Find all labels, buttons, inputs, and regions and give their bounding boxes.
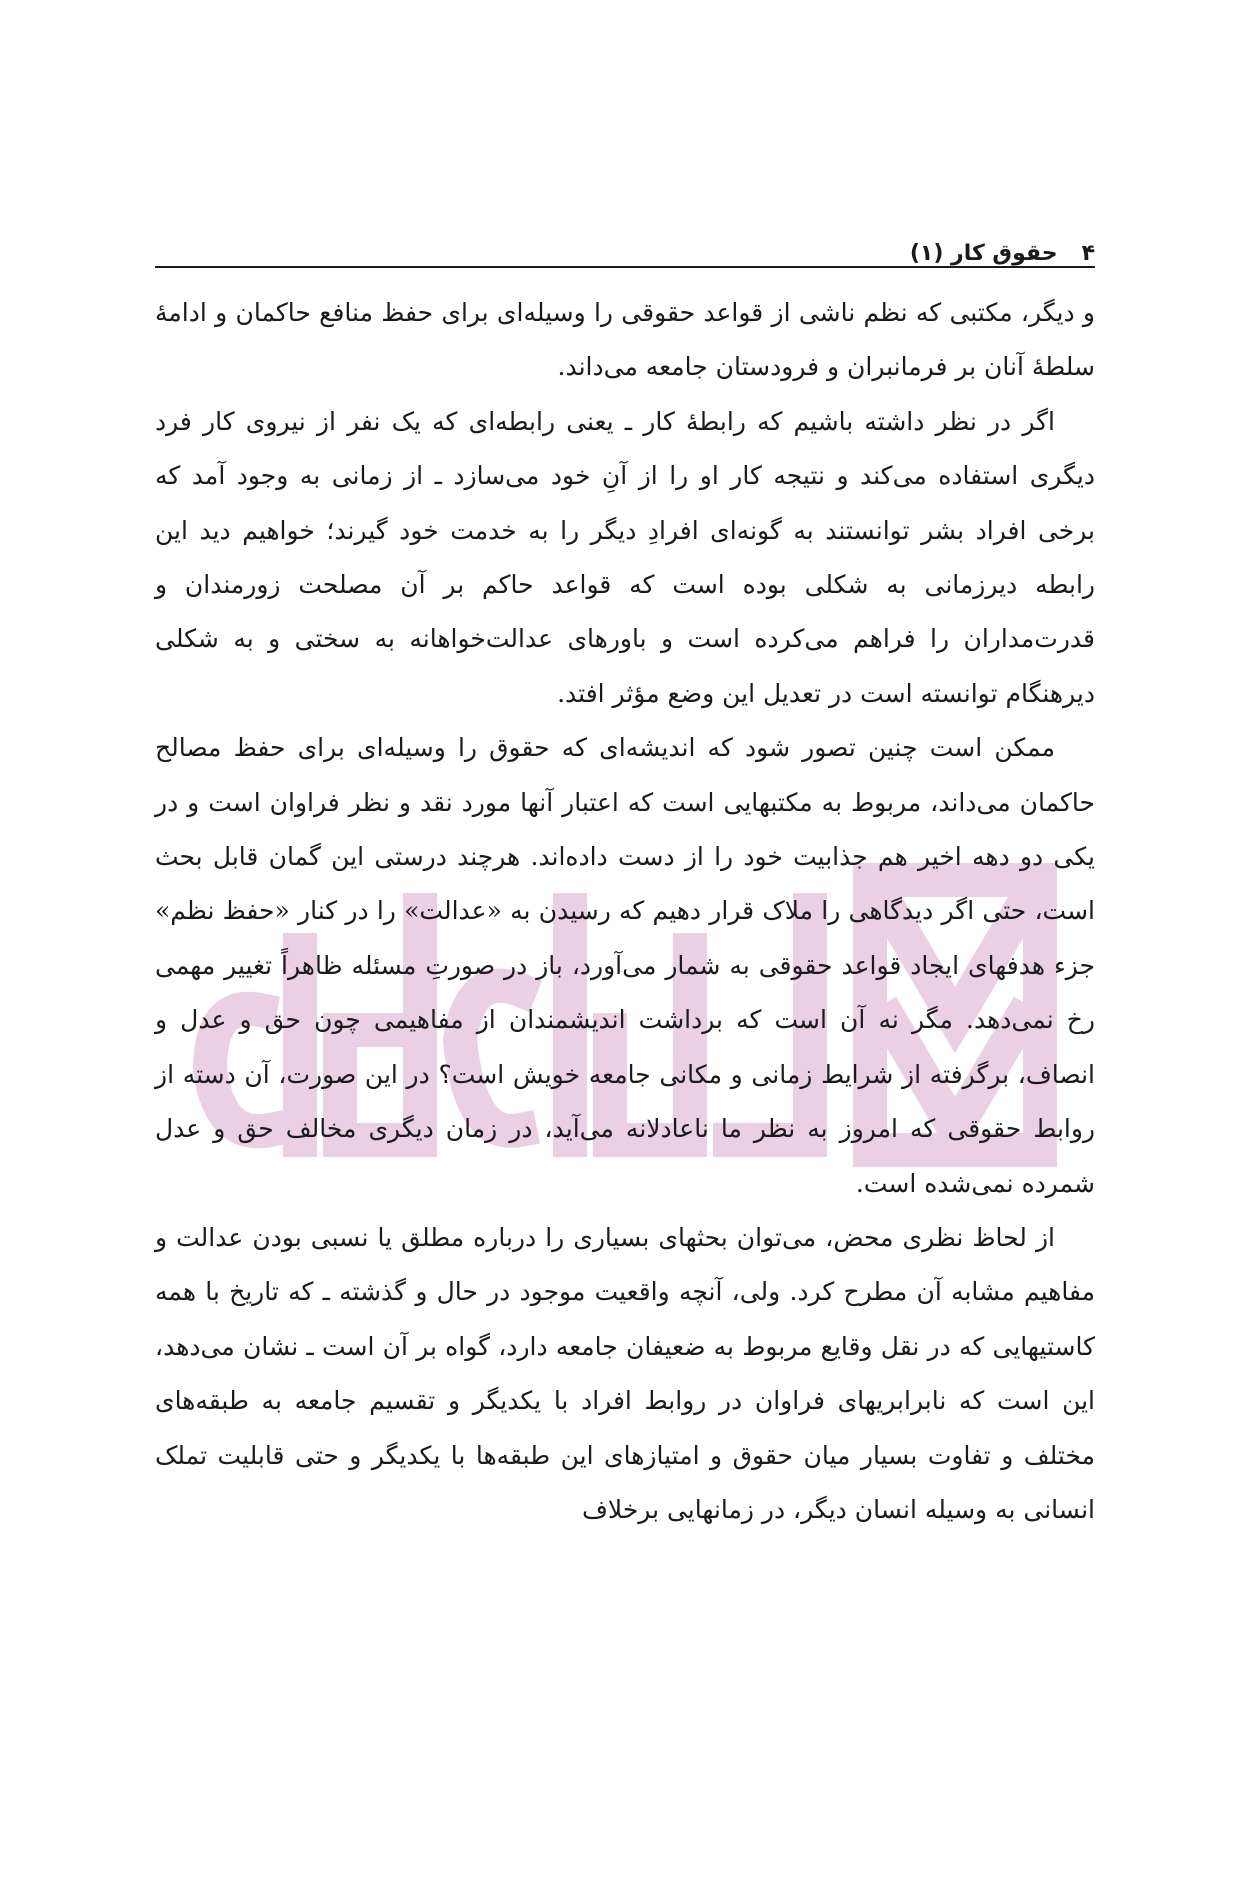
paragraph: و دیگر، مکتبی که نظم ناشی از قواعد حقوقی را وسیله‌ای برای حفظ منافع حاکمان و ادامهٔ سلطهٔ آنان بر فرمانبران و فرودستان جامعه می‌داند. xyxy=(155,298,1095,382)
paragraph: از لحاظ نظری محض، می‌توان بحثهای بسیاری را درباره مطلق یا نسبی بودن عدالت و مفاهیم مشابه آن مطرح کرد. ولی، آنچه واقعیت موجود در حال و گذشته ـ که تاریخ با همه کاستیهایی که در نقل وقایع مربوط به ضعیفان جامعه دارد، گواه بر آن است ـ نشان می‌دهد، این است که نابرابریهای فراوان در روابط افراد با یکدیگر و تقسیم جامعه به طبقه‌های مختلف و تفاوت بسیار میان حقوق و امتیازهای این طبقه‌ها با یکدیگر و حتی قابلیت تملک انسانی به وسیله انسان دیگر، در زمانهایی برخلاف xyxy=(155,1222,1095,1524)
page-number: ۴ xyxy=(1081,241,1095,266)
running-header xyxy=(155,226,1095,266)
body-text xyxy=(155,286,1095,1537)
running-title: حقوق کار (۱) xyxy=(909,241,1058,266)
header-divider xyxy=(155,266,1095,268)
paragraph: ممکن است چنین تصور شود که اندیشه‌ای که حقوق را وسیله‌ای برای حفظ مصالح حاکمان می‌داند، مربوط به مکتبهایی است که اعتبار آنها مورد نقد و نظر فراوان است و در یکی دو دهه اخیر هم جذابیت خود را از دست داده‌اند. هرچند درستی این گمان قابل بحث است، حتی اگر دیدگاهی را ملاک قرار دهیم که رسیدن به «عدالت» را در کنار «حفظ نظم» جزء هدفهای ایجاد قواعد حقوقی به شمار می‌آورد، باز در صورتِ مسئله ظاهراً تغییر مهمی رخ نمی‌دهد. مگر نه آن است که برداشت اندیشمندان از مفاهیمی چون حق و عدل و انصاف، برگرفته از شرایط زمانی و مکانی جامعه خویش است؟ در این صورت، آن دسته از روابط حقوقی که امروز به نظر ما ناعادلانه می‌آید، در زمان دیگری مخالف حق و عدل شمرده نمی‌شده است. xyxy=(155,733,1095,1198)
paragraph: اگر در نظر داشته باشیم که رابطهٔ کار ـ یعنی رابطه‌ای که یک نفر از نیروی کار فرد دیگری استفاده می‌کند و نتیجه کار او را از آنِ خود می‌سازد ـ از زمانی به وجود آمد که برخی افراد بشر توانستند به گونه‌ای افرادِ دیگر را به خدمت خود گیرند؛ خواهیم دید این رابطه دیرزمانی به شکلی بوده است که قواعد حاکم بر آن مصلحت زورمندان و قدرت‌مداران را فراهم می‌کرده است و باورهای عدالت‌خواهانه به سختی و به شکلی دیرهنگام توانسته است در تعدیل این وضع مؤثر افتد. xyxy=(155,406,1095,708)
